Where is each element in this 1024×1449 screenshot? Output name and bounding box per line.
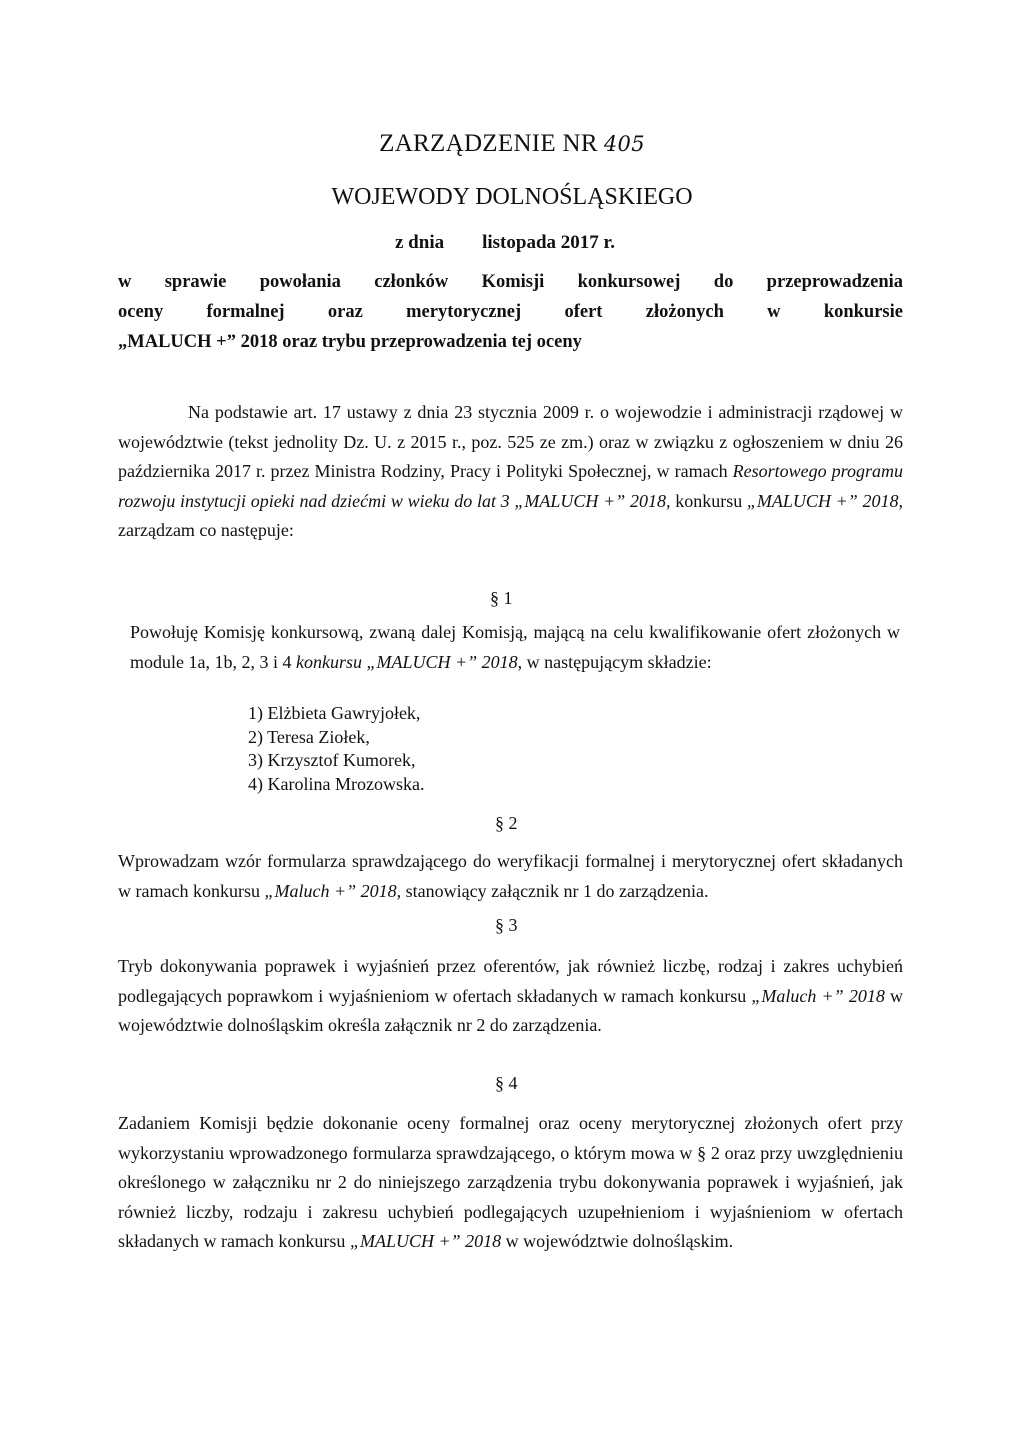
commission-members-list [248, 702, 424, 796]
title-prefix: ZARZĄDZENIE NR [379, 130, 598, 157]
member-item: 2) Teresa Ziołek, [248, 726, 370, 747]
section-3-text-a: Tryb dokonywania poprawek i wyjaśnień przez oferentów, jak również liczbę, rodzaj i zakres uchybień podlegających poprawkom i wyjaśnieniom w ofertach składanych w ramach konkursu [118, 956, 903, 1006]
section-2-paragraph [118, 847, 903, 906]
document-subject [118, 267, 903, 357]
section-2-text-a: Wprowadzam wzór formularza sprawdzającego do weryfikacji formalnej i merytorycznej ofert składanych w ramach konkursu [118, 851, 903, 901]
section-2-contest-name: „Maluch +” 2018, [264, 880, 402, 901]
section-4-contest-name: „MALUCH +” 2018 [349, 1231, 502, 1251]
section-1-text-b: , w następującym składzie: [517, 651, 712, 672]
handwritten-number: 405 [603, 132, 645, 156]
intro-text-b: konkursu [670, 490, 747, 511]
subject-line-1: w sprawie powołania członków Komisji konkursowej do przeprowadzenia [118, 272, 903, 292]
section-3-text-b: w województwie dolnośląskim określa załącznik nr 2 do zarządzenia. [118, 985, 903, 1035]
intro-text-c: , zarządzam co następuje: [118, 490, 904, 540]
section-2-heading: § 2 [495, 813, 518, 833]
section-3-paragraph [118, 952, 903, 1041]
document-date: z dnia listopada 2017 r. [395, 232, 615, 253]
intro-contest-name: „MALUCH +” 2018 [746, 490, 899, 511]
section-1-heading: § 1 [490, 588, 513, 608]
issuer-title: WOJEWODY DOLNOŚLĄSKIEGO [331, 184, 693, 210]
section-3-contest-name: „Maluch +” 2018 [751, 985, 885, 1006]
section-3-heading: § 3 [495, 915, 518, 935]
intro-program-name: Resortowego programu rozwoju instytucji opieki nad dziećmi w wieku do lat 3 „MALUCH +” 2018, [118, 461, 903, 511]
section-1-paragraph [130, 618, 900, 677]
member-item: 4) Karolina Mrozowska. [248, 773, 425, 794]
legal-basis-paragraph [118, 398, 903, 546]
section-4-paragraph [118, 1109, 903, 1257]
subject-line-2: oceny formalnej oraz merytorycznej ofert złożonych w konkursie [118, 302, 903, 322]
member-item: 1) Elżbieta Gawryjołek, [248, 703, 421, 723]
section-4-text-b: w województwie dolnośląskim. [501, 1231, 734, 1251]
intro-text-a: Na podstawie art. 17 ustawy z dnia 23 stycznia 2009 r. o wojewodzie i administracji rządowej w województwie (tekst jednolity Dz. U. z 2015 r., poz. 525 ze zm.) oraz w związku z ogłoszeniem w dniu 26 października 2017 r. przez Ministra Rodziny, Pracy i Polityki Społecznej, w ramach [118, 402, 903, 481]
section-1-contest-name: konkursu „MALUCH +” 2018 [295, 651, 518, 672]
subject-line-3: „MALUCH +” 2018 oraz trybu przeprowadzenia tej oceny [118, 332, 582, 352]
section-4-text-a: Zadaniem Komisji będzie dokonanie oceny formalnej oraz oceny merytorycznej złożonych ofert przy wykorzystaniu wprowadzonego formularza sprawdzającego, o którym mowa w § 2 oraz przy uwzględnieniu określonego w załączniku nr 2 do niniejszego zarządzenia trybu dokonywania poprawek i wyjaśnień, jak również liczby, rodzaju i zakresu uchybień podlegających uzupełnieniom i wyjaśnieniom w ofertach składanych w ramach konkursu [118, 1113, 903, 1251]
section-4-heading: § 4 [495, 1073, 518, 1093]
member-item: 3) Krzysztof Kumorek, [248, 750, 416, 770]
document-title [0, 130, 1024, 158]
section-1-text-a: Powołuję Komisję konkursową, zwaną dalej Komisją, mającą na celu kwalifikowanie ofert złożonych w module 1a, 1b, 2, 3 i 4 [130, 622, 900, 672]
section-2-text-b: stanowiący załącznik nr 1 do zarządzenia. [401, 880, 709, 901]
